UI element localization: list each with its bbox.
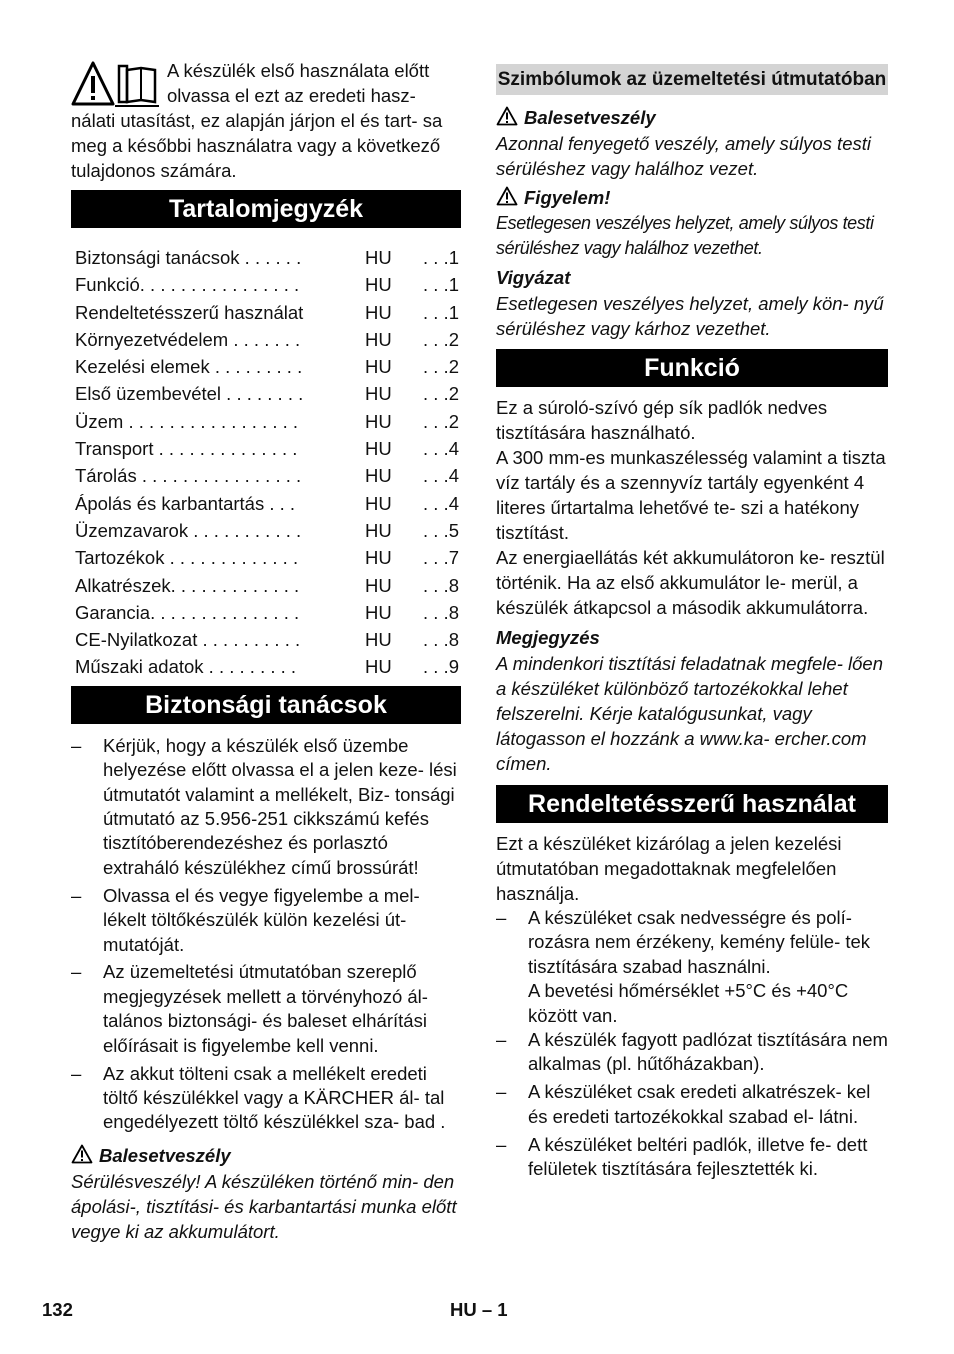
toc-entry-language: HU [365,574,392,596]
toc-heading: Tartalomjegyzék [71,190,461,228]
intended-use-list [496,906,888,1181]
symbols-warning-label-text: Figyelem! [524,187,611,208]
safety-danger-label [71,1143,461,1169]
intro-block [71,58,461,183]
safety-heading: Biztonsági tanácsok [71,686,461,724]
toc-entry-title: Biztonsági tanácsok . . . . . . [75,247,302,268]
function-heading: Funkció [496,349,888,387]
toc-row [71,380,461,407]
toc-row [71,572,461,599]
intended-use-item-1 [496,906,888,1028]
symbols-warning-label [496,185,888,211]
toc-entry-language: HU [365,410,392,432]
toc-entry-page: . . .7 [423,547,459,569]
toc-entry-page: . . .2 [423,410,459,432]
toc-entry-page: . . .2 [423,356,459,378]
function-paragraph-2: A 300 mm-es munkaszélesség valamint a tiszta víz tartály és a szennyvíz tartály egyenként 4 literes űrtartalma lehetővé te- szi a hatékony tisztítást. [496,447,886,543]
toc-row [71,271,461,298]
section-page-code: HU – 1 [450,1299,508,1320]
toc-row [71,490,461,517]
toc-row [71,653,461,680]
intended-use-item-1-text: A készüléket csak nedvességre és polí- rozásra nem érzékeny, kemény felüle- tek tisztítására szabad használni. [528,907,871,977]
safety-list [71,734,461,1135]
toc-entry-language: HU [365,656,392,678]
toc-entry-title: Alkatrészek. . . . . . . . . . . . . [75,574,300,596]
intro-line-2: olvassa el ezt az eredeti hasz- [167,85,416,106]
toc-entry-page: . . .2 [423,383,459,405]
toc-entry-language: HU [365,601,392,623]
intended-use-paragraph: Ezt a készüléket kizárólag a jelen kezelési útmutatóban megadottaknak megfelelően használja. [496,833,842,904]
toc-row [71,408,461,435]
toc-row [71,244,461,271]
safety-danger-label-text: Balesetveszély [99,1144,231,1166]
toc-entry-language: HU [365,492,392,514]
intended-use-item-4: – A készüléket beltéri padlók, illetve fe- dett felületek tisztítására fejlesztették ki. [496,1133,888,1182]
symbols-caution-text: Esetlegesen veszélyes helyzet, amely kön- nyű sérüléshez vagy kárhoz vezethet. [496,293,884,339]
toc-entry-title: Ápolás és karbantartás . . . [75,492,296,514]
intended-use-item-2: – A készülék fagyott padlózat tisztítására nem alkalmas (pl. hűtőházakban). [496,1028,888,1077]
toc-entry-page: . . .1 [423,274,459,296]
toc-entry-page: . . .8 [423,629,459,651]
symbols-danger-label-text: Balesetveszély [524,107,656,128]
toc-entry-language: HU [365,247,392,268]
safety-danger-text: Sérülésveszély! A készüléken történő min- den ápolási-, tisztítási- és karbantartási munka előtt vegye ki az akkumulátort. [71,1170,457,1243]
warning-triangle-icon [71,1144,93,1164]
symbols-warning-text: Esetlegesen veszélyes helyzet, amely súlyos testi sérüléshez vagy halálhoz vezethet. [496,213,874,258]
toc-row [71,599,461,626]
safety-item-2: – Olvassa el és vegye figyelembe a mel- lékelt töltőkészülék külön kezelési út- mutatóját. [71,884,461,957]
toc-entry-title: Kezelési elemek . . . . . . . . . [75,356,303,378]
intro-line-1: A készülék első használata előtt [167,60,430,81]
toc-entry-page: . . .2 [423,328,459,350]
toc-row [71,626,461,653]
toc-entry-language: HU [365,328,392,350]
toc-row [71,435,461,462]
toc-entry-title: Első üzembevétel . . . . . . . . [75,383,304,405]
toc-row [71,299,461,326]
toc-entry-title: Rendeltetésszerű használat [75,301,304,323]
toc-entry-title: Garancia. . . . . . . . . . . . . . . [75,601,300,623]
toc-entry-language: HU [365,301,392,323]
safety-item-3: – Az üzemeltetési útmutatóban szereplő megjegyzések mellett a törvényhozó ál- talános biztonsági- és baleset elhárítási előírásait is figyelembe kell venni. [71,960,461,1058]
symbols-caution-label: Vigyázat [496,267,571,288]
toc-entry-title: Tartozékok . . . . . . . . . . . . . [75,547,299,569]
toc-entry-language: HU [365,383,392,405]
toc-row [71,326,461,353]
toc-entry-title: Környezetvédelem . . . . . . . [75,328,301,350]
toc-entry-title: Transport . . . . . . . . . . . . . . [75,438,298,460]
toc-entry-title: Üzem . . . . . . . . . . . . . . . . . [75,410,299,432]
toc-entry-language: HU [365,629,392,651]
toc-entry-language: HU [365,519,392,541]
intro-text: nálati utasítást, ez alapján járjon el és tart- sa meg a későbbi használatra vagy a következő tulajdonos számára. [71,110,443,181]
symbols-danger-text: Azonnal fenyegető veszély, amely súlyos testi sérüléshez vagy halálhoz vezet. [496,133,871,179]
toc-entry-title: Üzemzavarok . . . . . . . . . . . [75,519,302,541]
toc-entry-title: Tárolás . . . . . . . . . . . . . . . . [75,465,302,487]
toc-entry-title: Funkció. . . . . . . . . . . . . . . . [75,274,300,296]
toc-row [71,544,461,571]
toc-list [71,244,461,681]
toc-entry-title: CE-Nyilatkozat . . . . . . . . . . [75,629,301,651]
warning-triangle-icon [496,186,518,206]
toc-entry-page: . . .1 [423,301,459,323]
function-paragraph-1: Ez a súroló-szívó gép sík padlók nedves tisztítására használható. [496,397,828,443]
function-note-label: Megjegyzés [496,627,600,648]
function-paragraph-3: Az energiaellátás két akkumulátoron ke- resztül történik. Ha az első akkumulátor le- merül, a készülék átkapcsol a második akkumulátorra. [496,547,885,618]
toc-entry-language: HU [365,465,392,487]
symbols-danger-label [496,105,888,131]
left-column [71,58,461,1245]
toc-row [71,353,461,380]
toc-entry-page: . . .9 [423,656,459,678]
toc-entry-language: HU [365,356,392,378]
toc-entry-page: . . .5 [423,519,459,541]
safety-item-4: – Az akkut tölteni csak a mellékelt eredeti töltő készülékkel vagy a KÄRCHER ál- tal engedélyezett töltő készülékkel sza- bad . [71,1062,461,1135]
warning-triangle-icon [496,106,518,126]
toc-entry-page: . . .8 [423,601,459,623]
page-number: 132 [42,1299,73,1320]
right-column [496,64,888,1185]
warning-and-manual-icon [71,60,161,108]
toc-entry-page: . . .8 [423,574,459,596]
safety-item-1: – Kérjük, hogy a készülék első üzembe helyezése előtt olvassa el a jelen keze- lési útmutatót valamint a mellékelt, Biz- tonsági útmutató az 5.956-251 cikkszámú kefés tisztítóberendezéshez és porlasztó extraháló készülékhez című brossúrát! [71,734,461,880]
symbols-heading: Szimbólumok az üzemeltetési útmutatóban [496,64,888,95]
toc-entry-page: . . .4 [423,438,459,460]
toc-entry-page: . . .4 [423,465,459,487]
toc-entry-title: Műszaki adatok . . . . . . . . . [75,656,297,678]
intended-use-item-1-extra: A bevetési hőmérséklet +5°C és +40°C között van. [528,980,849,1026]
toc-row [71,462,461,489]
function-note-text: A mindenkori tisztítási feladatnak megfele- lően a készüléket különböző tartozékokkal lehet felszerelni. Kérje katalógusunkat, vagy látogasson el hozzánk a www.ka- ercher.com címen. [496,653,883,774]
toc-entry-page: . . .1 [423,247,459,268]
toc-entry-language: HU [365,274,392,296]
toc-row [71,517,461,544]
intended-use-item-3: – A készüléket csak eredeti alkatrészek- kel és eredeti tartozékokkal szabad el- látni. [496,1080,888,1129]
toc-entry-language: HU [365,438,392,460]
intended-use-heading: Rendeltetésszerű használat [496,785,888,823]
toc-entry-page: . . .4 [423,492,459,514]
toc-entry-language: HU [365,547,392,569]
